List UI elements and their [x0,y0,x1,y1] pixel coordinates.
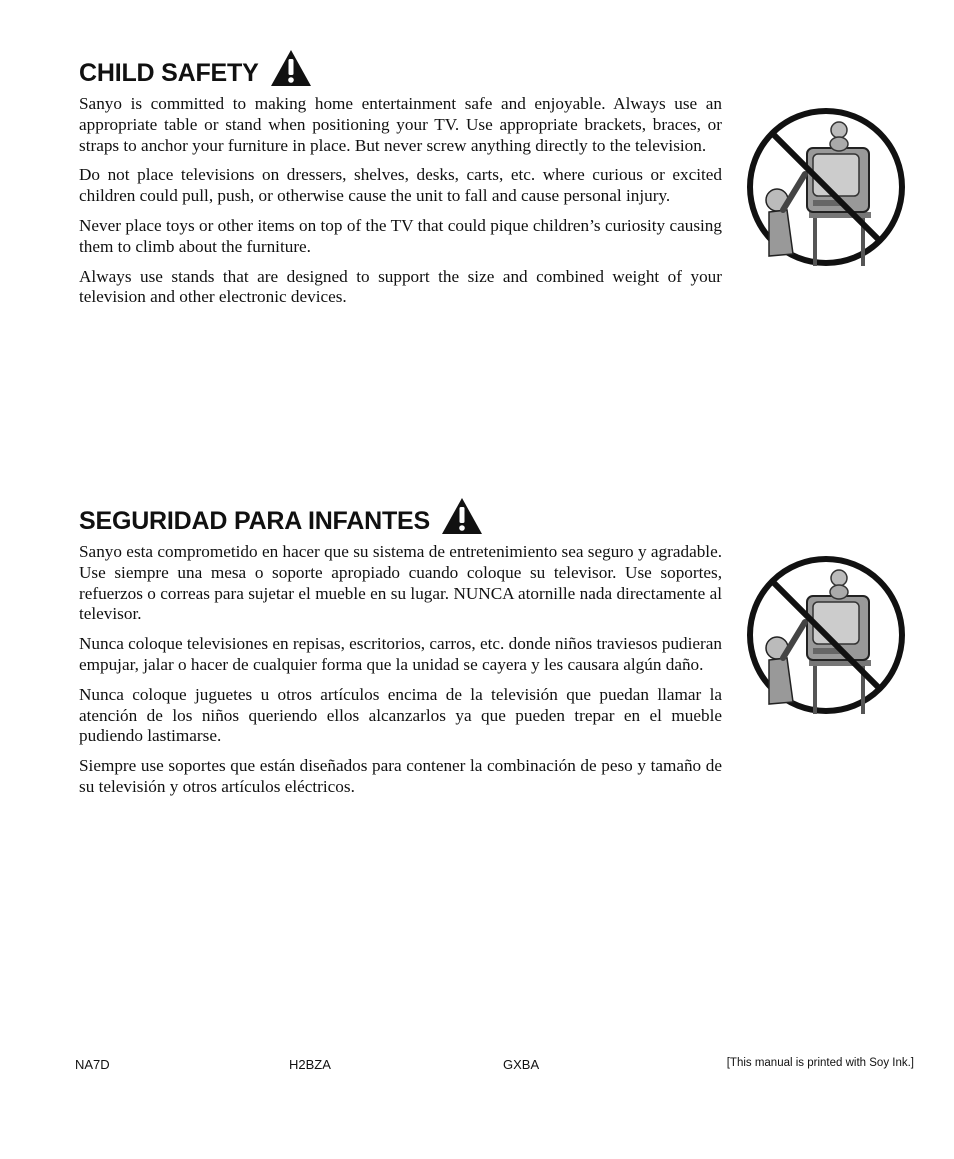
paragraph: Never place toys or other items on top of the TV that could pique children’s curiosity causing them to climb about the furniture. [79,215,722,256]
section-heading [79,492,909,536]
paragraph: Nunca coloque juguetes u otros artículos encima de la televisión que puedan llamar la atención de los niños queriendo ellos alcanzarlos ya que pueden trepar en el mueble pudiendo lastimarse. [79,684,722,746]
paragraph: Sanyo esta comprometido en hacer que su sistema de entretenimiento sea seguro y agradable. Use siempre una mesa o soporte apropiado cuando coloque su televisor. Use soportes, refuerzos o correas para sujetar el mueble en su lugar. NUNCA atornille nada directamente al televisor. [79,542,722,624]
warning-triangle-icon [440,496,484,536]
no-child-climbing-tv-icon [743,552,909,718]
paragraph: Do not place televisions on dressers, shelves, desks, carts, etc. where curious or excited children could pull, push, or otherwise cause the unit to fall and cause personal injury. [79,165,722,206]
section-body [79,94,722,308]
warning-triangle-icon [269,48,313,88]
child-safety-section [79,44,909,317]
section-title: CHILD SAFETY [79,59,259,87]
section-title: SEGURIDAD PARA INFANTES [79,507,430,535]
footer-code-1: NA7D [75,1057,110,1072]
no-child-climbing-tv-icon [743,104,909,270]
footer-note: [This manual is printed with Soy Ink.] [726,1057,914,1069]
paragraph: Always use stands that are designed to support the size and combined weight of your television and other electronic devices. [79,266,722,307]
paragraph: Siempre use soportes que están diseñados para contener la combinación de peso y tamaño de su televisión y otros artículos eléctricos. [79,756,722,796]
paragraph: Nunca coloque televisiones en repisas, escritorios, carros, etc. donde niños traviesos pudieran empujar, jalar o hacer de cualquier forma que la unidad se cayera y les causara algún daño. [79,634,722,674]
section-heading [79,44,909,88]
footer-code-2: H2BZA [289,1057,331,1072]
paragraph: Sanyo is committed to making home entertainment safe and enjoyable. Always use an appropriate table or stand when positioning your TV. Use appropriate brackets, braces, or straps to anchor your furniture in place. But never screw anything directly to the television. [79,94,722,155]
footer-code-3: GXBA [503,1057,540,1072]
seguridad-section [79,492,909,807]
section-body [79,542,722,798]
